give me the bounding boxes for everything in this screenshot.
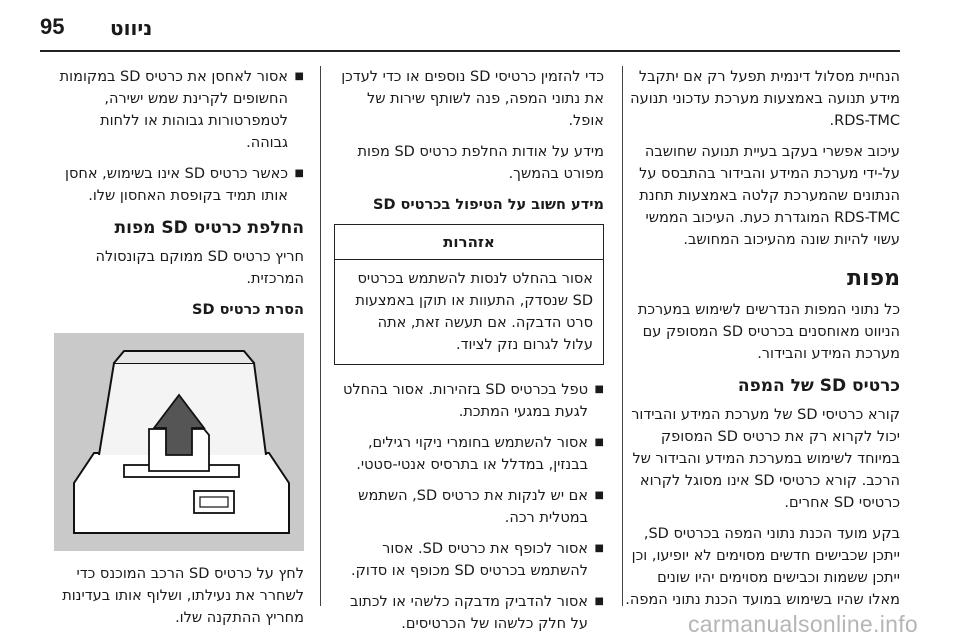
middle-column [334,66,604,642]
bullet-square-icon: ■ [594,437,604,448]
bullet-square-icon: ■ [594,490,604,501]
sd-map-heading: כרטיס SD של המפה [737,376,900,396]
list-item-text: טפל בכרטיס SD בזהירות. אסור בהחלט לגעת במגעי המתכת. [342,382,588,420]
paragraph-dynamic-guidance: הנחיית מסלול דינמית תפעל רק אם יתקבל מידע תנועה באמצעות מערכת עדכוני תנועה RDS-TMC. [630,69,900,129]
handling-heading: מידע חשוב על הטיפול בכרטיס SD [373,197,604,213]
paragraph-maps: כל נתוני המפות הנדרשים לשימוש במערכת הניווט מאוחסנים בכרטיס SD המסופק עם מערכת המידע והבידור. [637,302,900,362]
header-rule [40,50,900,52]
paragraph-order-cards: כדי להזמין כרטיסי SD נוספים או כדי לעדכן את נתוני המפה, פנה לשותף שירות של אופל. [341,69,604,129]
page-header [40,14,900,54]
paragraph-sd-reader: קורא כרטיסי SD של מערכת המידע והבידור יכול לקרוא רק את כרטיס SD המסופק במיוחד לשימוש במערכת המידע והבידור של הרכב. קורא כרטיסי SD אינו מסוגל לקרוא כרטיסי SD אחרים. [631,407,900,511]
warning-box [334,224,604,365]
bullet-square-icon: ■ [594,384,604,395]
list-item [334,485,604,529]
bullet-square-icon: ■ [594,596,604,607]
list-item-text: כאשר כרטיס SD אינו בשימוש, אחסן אותו תמיד בקופסת האחסון שלו. [65,166,288,204]
replace-sd-heading: החלפת כרטיס SD מפות [114,218,304,238]
list-item [54,66,304,154]
page-number: 95 [40,14,65,39]
list-item-text: אסור לאחסן את כרטיס SD במקומות החשופים לקרינת שמש ישירה, לטמפרטורות גבוהות או ללחות גבוהה. [59,69,288,151]
bullet-square-icon: ■ [294,168,304,179]
list-item-text: אסור להשתמש בחומרי ניקוי רגילים, בבנזין, במדלל או בתרסיס אנטי-סטטי. [356,435,588,473]
paragraph-replace-info: מידע על אודות החלפת כרטיס SD מפות מפורט בהמשך. [357,144,604,182]
paragraph-delay: עיכוב אפשרי בעקב בעיית תנועה שחושבה על-ידי מערכת המידע והבידור בהתבסס על הנתונים שהמערכת קלטה באמצעות תחנת RDS-TMC המוגדרת כעת. העיכוב הממשי עשוי להיות שונה מהעיכוב המחושב. [639,144,900,248]
bullet-square-icon: ■ [294,71,304,82]
right-column [622,66,900,620]
section-title: ניווט [110,16,153,40]
paragraph-slot-location: חריץ כרטיס SD ממוקם בקונסולה המרכזית. [95,249,304,287]
bullet-square-icon: ■ [594,543,604,554]
warning-title: אזהרות [335,225,603,260]
list-item-text: אסור לכופף את כרטיס SD. אסור להשתמש בכרטיס SD מכופף או סדוק. [351,541,588,579]
figure-caption: לחץ על כרטיס SD הרכב המוכנס כדי לשחרר את נעילתו, ושלוף אותו בעדינות מחריץ ההתקנה שלו. [62,566,304,626]
list-item [334,379,604,423]
left-column [54,66,304,638]
sd-slot-illustration [54,333,304,551]
list-item [334,538,604,582]
warning-text: אסור בהחלט לנסות להשתמש בכרטיס SD שנסדק, התעוות או תוקן באמצעות סרט הדבקה. אם תעשה זאת, אתה עלול לגרום נזק לציוד. [355,271,593,353]
list-item [334,591,604,635]
list-item [54,163,304,207]
list-item-text: אסור להדביק מדבקה כלשהי או לכתוב על חלק כלשהו של הכרטיסים. [349,594,588,632]
remove-sd-heading: הסרת כרטיס SD [192,302,304,318]
watermark: carmanualsonline.info [687,611,918,637]
maps-heading: מפות [847,266,900,291]
column-divider-left [320,66,321,606]
list-item-text: אם יש לנקות את כרטיס SD, השתמש במטלית רכה. [358,488,588,526]
list-item [334,432,604,476]
paragraph-map-date: בקע מועד הכנת נתוני המפה בכרטיס SD, ייתכן שכבישים חדשים מסוימים לא יופיעו, וכן ייתכן ששמות וכבישים מסוימים יהיו שונים מאלו שהיו בשימוש במועד הכנת נתוני המפה. [625,526,900,608]
sd-slot-drawing [54,333,304,551]
